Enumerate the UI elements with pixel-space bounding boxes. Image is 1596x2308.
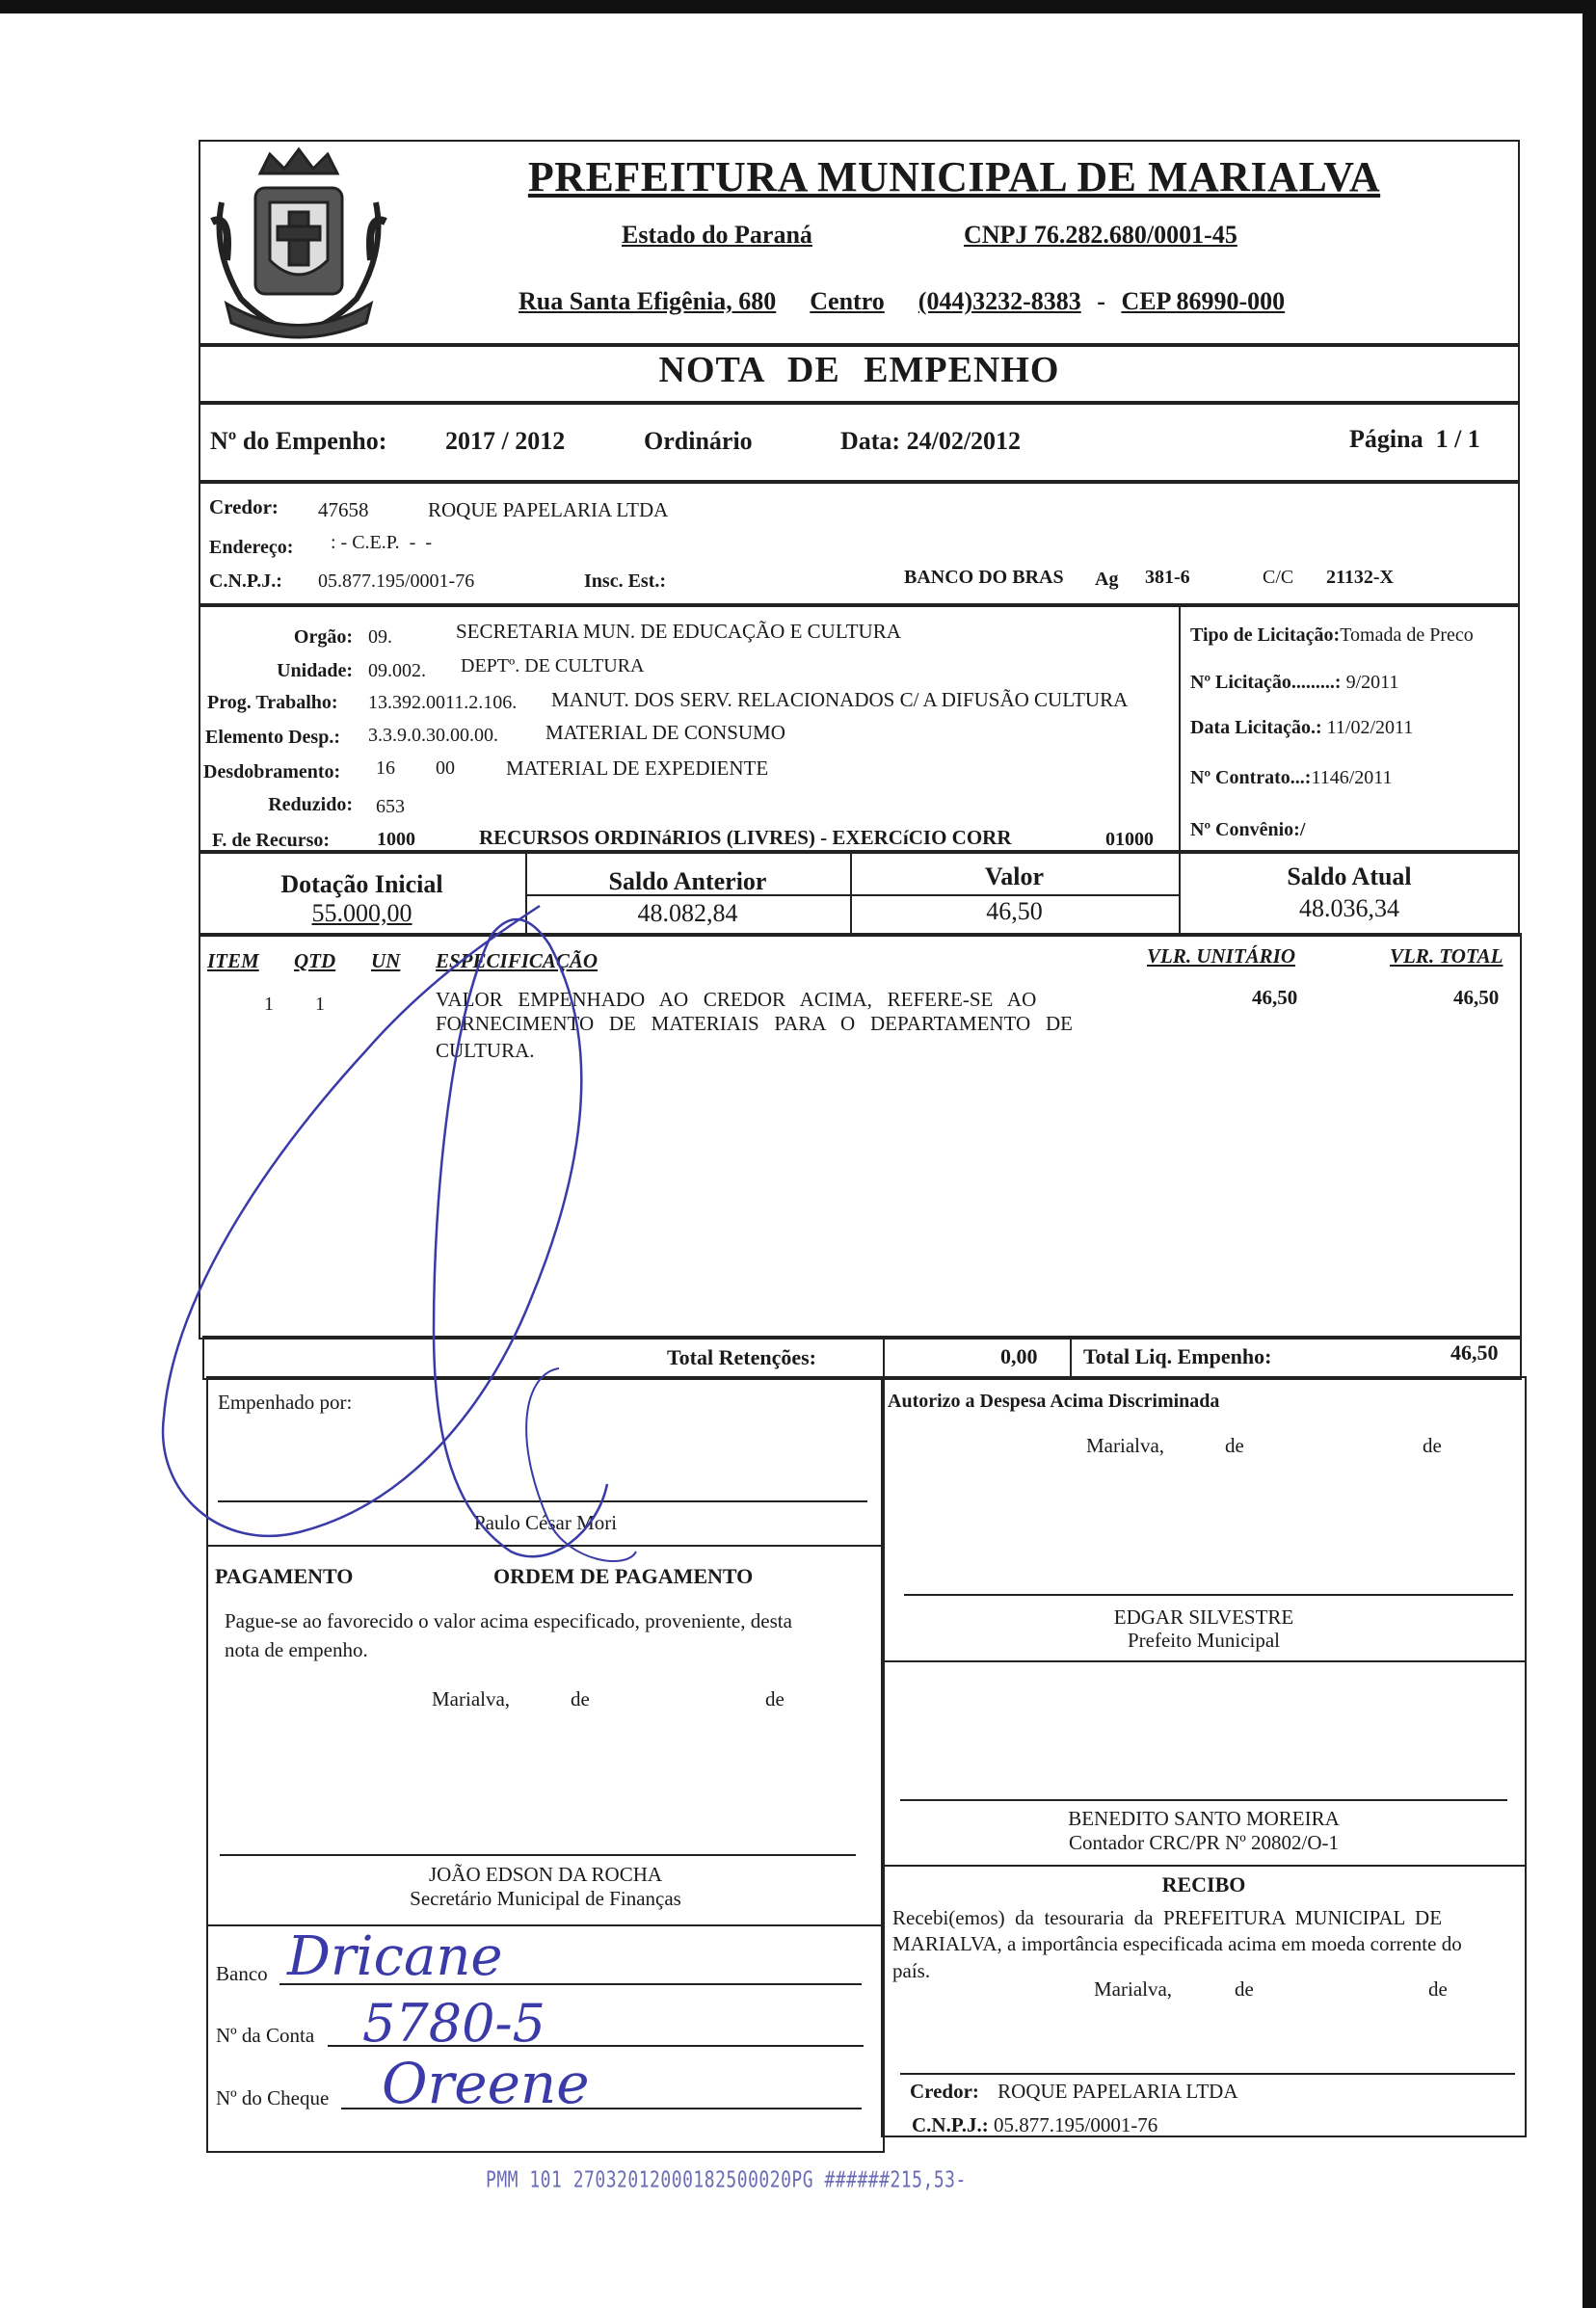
sec-sign-line	[220, 1854, 856, 1856]
col-spec: ESPECIFICAÇÃO	[436, 949, 598, 972]
lower-right-box	[881, 1376, 1527, 2137]
autorizo-label: Autorizo a Despesa Acima Discriminada	[888, 1391, 1220, 1412]
coat-of-arms-logo	[202, 145, 395, 342]
row-spec-2: FORNECIMENTO DE MATERIAIS PARA O DEPARTAMENTO DE	[436, 1012, 1073, 1035]
licitacao-num-label: Nº Licitação.........:	[1190, 672, 1342, 693]
licitacao-num-value: 9/2011	[1345, 672, 1399, 693]
autorizo-de-2: de	[1423, 1434, 1442, 1457]
credor-code: 47658	[318, 498, 369, 521]
dotacao-value: 55.000,00	[311, 899, 412, 927]
conta-label: Nº da Conta	[216, 2024, 315, 2047]
header-phone: (044)3232-8383	[918, 287, 1081, 315]
row-total: 46,50	[1453, 986, 1500, 1009]
footer-code: PMM 101 27032012000182500020PG ######215,53-	[486, 2166, 967, 2194]
scan-border-top	[0, 0, 1596, 13]
recibo-cnpj-label: C.N.P.J.:	[912, 2113, 989, 2136]
cc-label: C/C	[1263, 567, 1294, 588]
prefeitura-title: PREFEITURA MUNICIPAL DE MARIALVA	[527, 153, 1381, 200]
desd-code: 16	[376, 757, 395, 779]
bank-name: BANCO DO BRAS	[904, 567, 1064, 588]
empenho-page: Página 1 / 1	[1349, 425, 1480, 453]
recibo-cnpj	[912, 2113, 1157, 2137]
pagamento-place: Marialva,	[432, 1687, 511, 1711]
prog-name: MANUT. DOS SERV. RELACIONADOS C/ A DIFUSÃO CULTURA	[551, 688, 1129, 711]
totals-div-1	[883, 1336, 885, 1380]
contador-sign-line	[900, 1799, 1507, 1801]
prefeito-name: EDGAR SILVESTRE	[1113, 1605, 1294, 1629]
desd-name: MATERIAL DE EXPEDIENTE	[506, 756, 769, 780]
orgao-code: 09.	[368, 626, 392, 648]
cnpj-label: C.N.P.J.:	[209, 570, 282, 592]
contador-name: BENEDITO SANTO MOREIRA	[1068, 1807, 1340, 1830]
endereco-value: : - C.E.P. - -	[331, 532, 432, 553]
liq-value: 46,50	[1450, 1340, 1499, 1365]
scan-border-right	[1583, 0, 1596, 2308]
desd-sub: 00	[436, 757, 455, 779]
totals-div-2	[1070, 1336, 1072, 1380]
unidade-name: DEPTº. DE CULTURA	[461, 655, 645, 676]
valor-value: 46,50	[986, 897, 1043, 925]
recibo-text-2: MARIALVA, a importância especificada acima em moeda corrente do	[892, 1932, 1462, 1955]
recibo-title: RECIBO	[1161, 1872, 1246, 1897]
row-unit: 46,50	[1252, 986, 1298, 1009]
state-name: Estado do Paraná	[622, 221, 812, 249]
licitacao-data	[1190, 717, 1413, 739]
saldo-atual-value: 48.036,34	[1299, 894, 1399, 922]
header-dash: -	[1097, 287, 1105, 315]
convenio-label: Nº Convênio:/	[1190, 819, 1306, 840]
fonte-num: 01000	[1105, 829, 1154, 850]
recibo-de-2: de	[1428, 1977, 1448, 2001]
fonte-name: RECURSOS ORDINáRIOS (LIVRES) - EXERCíCIO CORR	[479, 826, 1012, 849]
recibo-de-1: de	[1235, 1977, 1254, 2001]
saldo-anterior-value: 48.082,84	[637, 899, 738, 927]
recibo-credor-name: ROQUE PAPELARIA LTDA	[998, 2080, 1238, 2103]
autorizo-de-1: de	[1225, 1434, 1244, 1457]
autorizo-place: Marialva,	[1086, 1434, 1165, 1457]
fonte-code: 1000	[377, 829, 415, 850]
col-unit: VLR. UNITÁRIO	[1147, 944, 1296, 968]
sec-name: JOÃO EDSON DA ROCHA	[428, 1863, 663, 1886]
licitacao-contrato	[1190, 767, 1393, 789]
credor-cnpj: 05.877.195/0001-76	[318, 570, 475, 592]
cc-value: 21132-X	[1326, 567, 1394, 588]
contrato-label: Nº Contrato...:	[1190, 767, 1312, 788]
header-cnpj: CNPJ 76.282.680/0001-45	[964, 221, 1237, 249]
conta-handwritten: 5780-5	[362, 1993, 546, 2054]
ret-label: Total Retenções:	[667, 1345, 816, 1369]
contador-role: Contador CRC/PR Nº 20802/O-1	[1068, 1831, 1340, 1854]
ret-value: 0,00	[1000, 1344, 1038, 1368]
ag-value: 381-6	[1145, 567, 1190, 588]
recibo-place: Marialva,	[1094, 1977, 1173, 2001]
recibo-sign-line	[900, 2073, 1515, 2075]
endereco-label: Endereço:	[209, 537, 294, 558]
empenhado-label: Empenhado por:	[218, 1391, 353, 1414]
empenho-type: Ordinário	[644, 427, 753, 455]
cheque-handwritten: Oreene	[382, 2051, 590, 2116]
recibo-text-1: Recebi(emos) da tesouraria da PREFEITURA MUNICIPAL DE	[892, 1906, 1443, 1929]
credor-name: ROQUE PAPELARIA LTDA	[428, 498, 669, 521]
desd-label: Desdobramento:	[203, 761, 341, 783]
pagamento-text-2: nota de empenho.	[225, 1638, 368, 1661]
credor-label: Credor:	[209, 495, 279, 518]
dotacao-divider	[1179, 603, 1181, 854]
col-item: ITEM	[207, 949, 259, 972]
prog-code: 13.392.0011.2.106.	[368, 692, 518, 713]
tipo-label: Tipo de Licitação:	[1190, 624, 1341, 646]
prefeito-sign-line	[904, 1594, 1513, 1596]
unidade-code: 09.002.	[368, 660, 426, 681]
contrato-value: 1146/2011	[1311, 767, 1393, 788]
prog-label: Prog. Trabalho:	[207, 692, 338, 713]
row-qtd: 1	[315, 994, 325, 1015]
empenho-num: 2017 / 2012	[445, 427, 566, 455]
licitacao-tipo	[1190, 624, 1474, 647]
recibo-credor	[910, 2080, 1238, 2104]
pagamento-text-1: Pague-se ao favorecido o valor acima especificado, proveniente, desta	[225, 1609, 792, 1632]
insc-label: Insc. Est.:	[584, 570, 667, 592]
elem-code: 3.3.9.0.30.00.00.	[368, 725, 498, 746]
elem-label: Elemento Desp.:	[205, 727, 340, 748]
reduzido-value: 653	[376, 796, 405, 817]
liq-label: Total Liq. Empenho:	[1083, 1344, 1272, 1368]
pagamento-de-1: de	[571, 1687, 590, 1711]
empenho-date: Data: 24/02/2012	[840, 427, 1022, 455]
recibo-top-line	[881, 1865, 1527, 1867]
header-address-line	[519, 287, 1285, 316]
licitacao-num	[1190, 672, 1398, 694]
pagamento-label: PAGAMENTO	[215, 1564, 354, 1588]
ordem-pagamento: ORDEM DE PAGAMENTO	[493, 1564, 754, 1588]
banco-label: Banco	[216, 1962, 268, 1985]
reduzido-label: Reduzido:	[268, 794, 353, 815]
dotacao-label: Dotação Inicial	[280, 870, 443, 898]
ag-label: Ag	[1095, 569, 1119, 590]
header-cep: CEP 86990-000	[1121, 287, 1286, 315]
orgao-label: Orgão:	[293, 626, 353, 648]
row-spec-1: VALOR EMPENHADO AO CREDOR ACIMA, REFERE-SE AO	[436, 988, 1037, 1011]
empenho-num-label: Nº do Empenho:	[210, 427, 387, 455]
saldo-atual-label: Saldo Atual	[1287, 862, 1412, 890]
licitacao-data-value: 11/02/2011	[1326, 717, 1414, 738]
tipo-value: Tomada de Preco	[1340, 624, 1474, 646]
prefeito-role: Prefeito Municipal	[1127, 1629, 1281, 1652]
recibo-credor-label: Credor:	[910, 2080, 979, 2103]
col-un: UN	[371, 949, 401, 972]
orgao-name: SECRETARIA MUN. DE EDUCAÇÃO E CULTURA	[456, 620, 901, 643]
doc-title: NOTA DE EMPENHO	[658, 350, 1060, 390]
recibo-text-3: país.	[892, 1959, 931, 1982]
fonte-label: F. de Recurso:	[212, 830, 331, 851]
contador-top-line	[881, 1660, 1527, 1662]
header-district: Centro	[810, 287, 885, 315]
saldo-anterior-label: Saldo Anterior	[608, 867, 767, 895]
empenhado-name: Paulo César Mori	[473, 1511, 618, 1534]
licitacao-data-label: Data Licitação.:	[1190, 717, 1322, 738]
col-qtd: QTD	[294, 949, 336, 972]
row-item: 1	[264, 994, 274, 1015]
unidade-label: Unidade:	[277, 660, 353, 681]
valor-label: Valor	[984, 862, 1045, 890]
col-total: VLR. TOTAL	[1390, 944, 1503, 968]
cheque-label: Nº do Cheque	[216, 2086, 330, 2109]
signature-loop	[145, 896, 646, 1590]
pagamento-de-2: de	[765, 1687, 785, 1711]
sec-role: Secretário Municipal de Finanças	[410, 1887, 681, 1910]
header-address: Rua Santa Efigênia, 680	[519, 287, 777, 315]
banco-handwritten: Dricane	[287, 1925, 503, 1988]
row-spec-3: CULTURA.	[436, 1039, 535, 1062]
elem-name: MATERIAL DE CONSUMO	[545, 721, 785, 744]
recibo-cnpj-value: 05.877.195/0001-76	[993, 2113, 1158, 2136]
